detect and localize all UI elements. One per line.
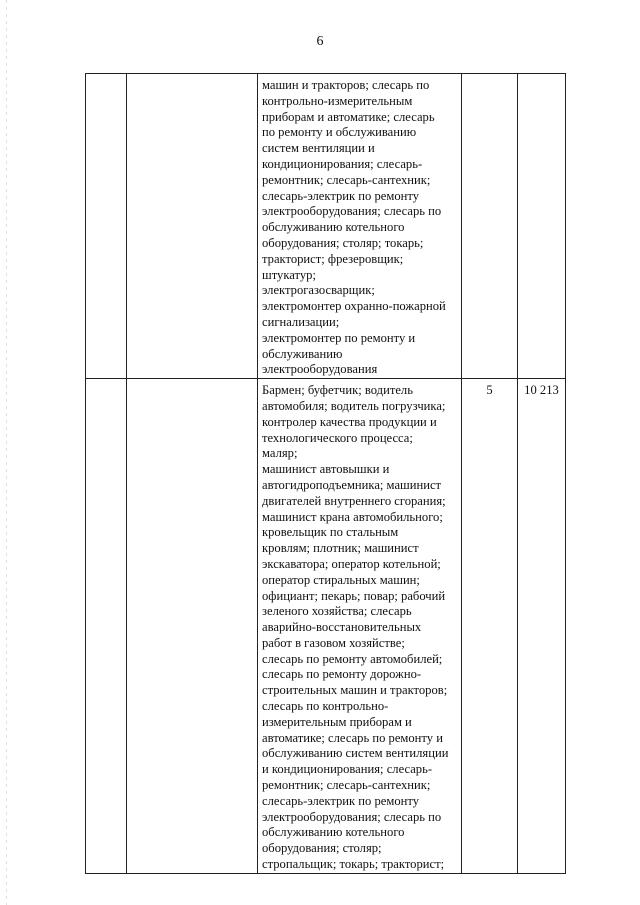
- table-cell-group: [462, 74, 518, 379]
- occupations-text: Бармен; буфетчик; водитель автомобиля; водитель погрузчика; контролер качества продукции и технологического процесса; маляр; машинист автовышки и автогидроподъемника; машинист двигателей внутреннего сгорания; машинист крана автомобильного; кровельщик по стальным кровлям; плотник; машинист экскаватора; оператор котельной; оператор стиральных машин; официант; пекарь; повар; рабочий зеленого хозяйства; слесарь аварийно-восстановительных работ в газовом хозяйстве; слесарь по ремонту автомобилей; слесарь по ремонту дорожно- строительных машин и тракторов; слесарь по контрольно- измерительным приборам и автоматике; слесарь по ремонту и обслуживанию систем вентиляции и кондиционирования; слесарь- ремонтник; слесарь-сантехник; слесарь-электрик по ремонту электрооборудования; слесарь по обслуживанию котельного оборудования; столяр; стропальщик; токарь; тракторист;: [262, 383, 449, 872]
- table-cell-amount: 10 213: [518, 379, 566, 874]
- table-cell-index: [86, 74, 127, 379]
- occupations-text: машин и тракторов; слесарь по контрольно-измерительным приборам и автоматике; слесарь по ремонту и обслуживанию систем вентиляции и кондиционирования; слесарь- ремонтник; слесарь-сантехник; слесарь-электрик по ремонту электрооборудования; слесарь по обслуживанию котельного оборудования; столяр; токарь; тракторист; фрезеровщик; штукатур; электрогазосварщик; электромонтер охранно-пожарной сигнализации; электромонтер по ремонту и обслуживанию электрооборудования: [262, 78, 446, 377]
- salary-table: [85, 73, 566, 874]
- table-cell-index: [86, 379, 127, 874]
- table-cell-occupations: [258, 74, 462, 379]
- table-cell-category: [127, 379, 258, 874]
- table-cell-occupations: [258, 379, 462, 874]
- page-number: 6: [316, 34, 324, 49]
- table-cell-group: 5: [462, 379, 518, 874]
- table-cell-category: [127, 74, 258, 379]
- table-cell-amount: [518, 74, 566, 379]
- scan-edge-artifact: [6, 0, 7, 905]
- table-row: [86, 74, 566, 379]
- table-row: [86, 379, 566, 874]
